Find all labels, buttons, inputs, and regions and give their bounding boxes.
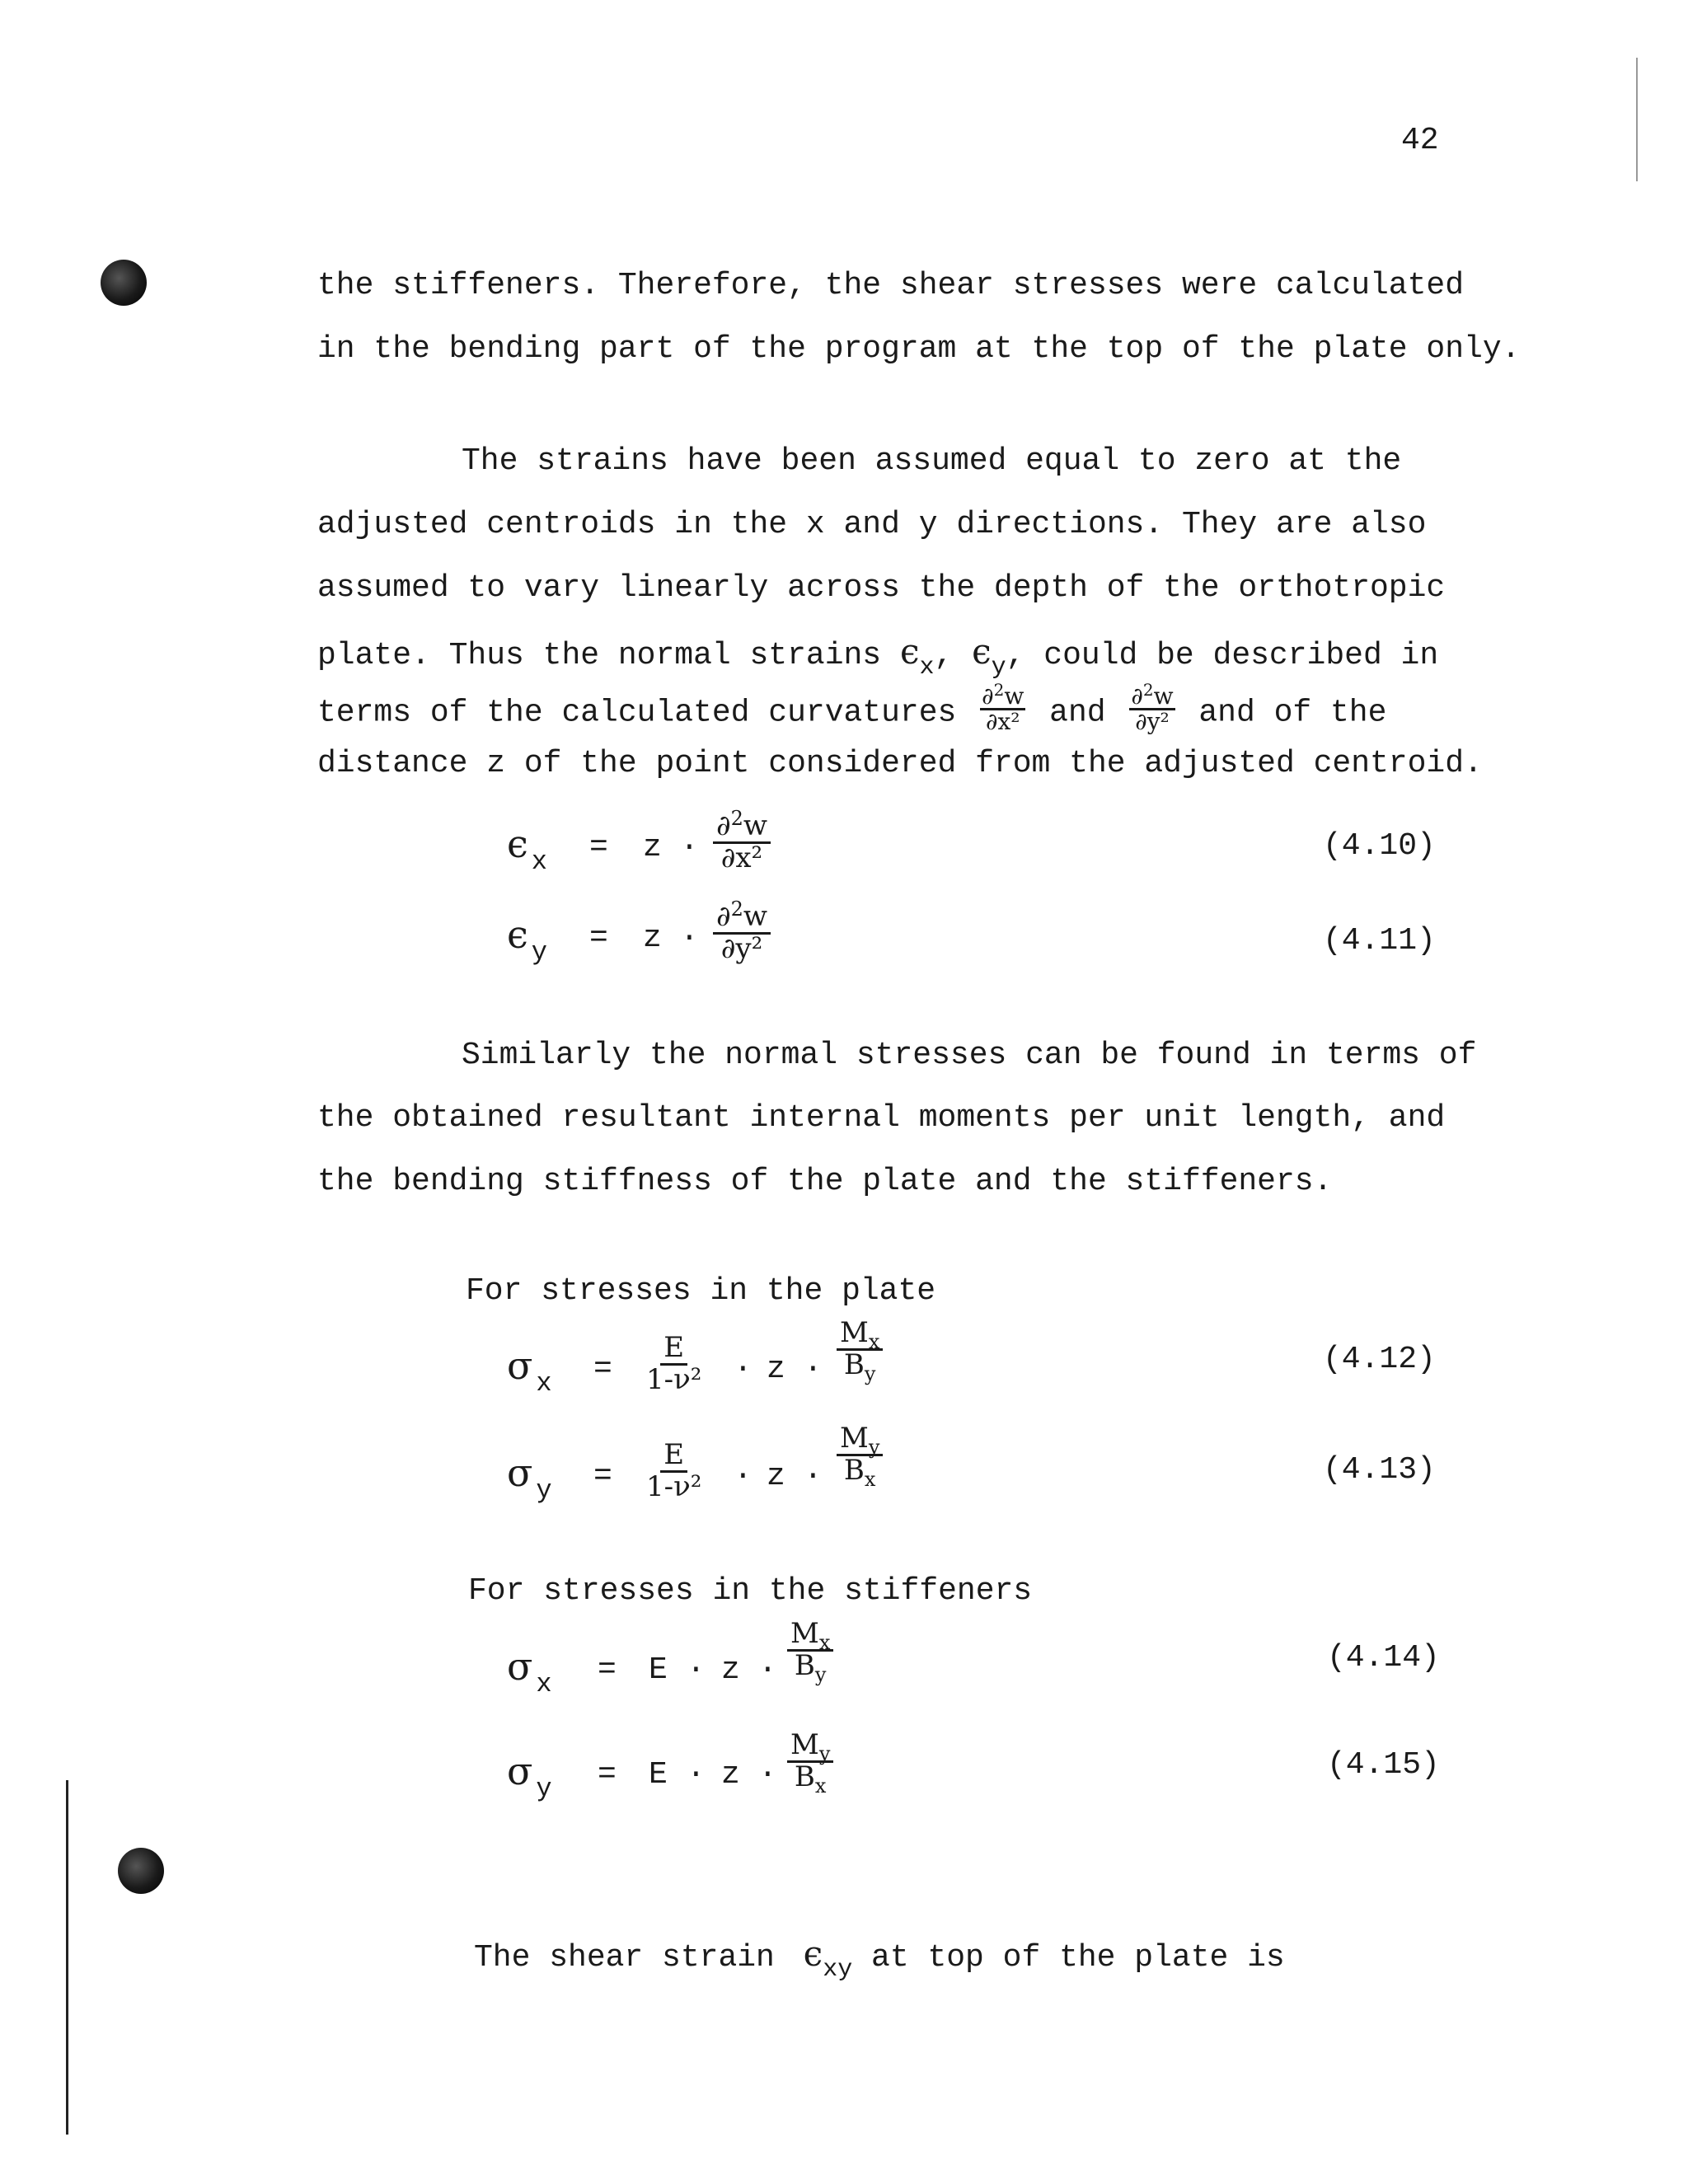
subscript-y: y [991, 654, 1006, 682]
equation-lhs: σ $_y$ [507, 1451, 552, 1506]
equation-4-12 [507, 1316, 1455, 1418]
variable-z: z [643, 830, 662, 865]
epsilon-symbol: ϵ [972, 631, 992, 672]
paragraph-2-line-5 [317, 680, 1387, 737]
paragraph-2-line-2: adjusted centroids in the x and y directions. They are also [317, 507, 1427, 542]
comma: , [1006, 638, 1025, 673]
punch-hole-top [101, 260, 147, 306]
equation-number-4-13: (4.13) [1323, 1452, 1436, 1488]
equals-sign: = [598, 1757, 617, 1793]
equation-number-4-11: (4.11) [1323, 923, 1436, 958]
paragraph-2-line-4-text-b: could be described in [1043, 638, 1439, 673]
equation-lhs: σ $_y$ [507, 1749, 552, 1804]
epsilon-symbol: ϵ [803, 1933, 823, 1974]
stiffener-stresses-heading: For stresses in the stiffeners [468, 1573, 1033, 1609]
subscript-x: x [919, 654, 935, 682]
comma: , [934, 638, 954, 673]
equation-number-4-14: (4.14) [1327, 1640, 1440, 1675]
fraction-denominator: ∂y² [1135, 708, 1170, 735]
paragraph-3-line-2: the obtained resultant internal moments per unit length, and [317, 1100, 1446, 1136]
constant-E: E [649, 1757, 668, 1793]
paragraph-2-line-5-and: and [1049, 695, 1106, 731]
paragraph-1-line-2: in the bending part of the program at the top of the plate only. [317, 331, 1521, 367]
variable-z: z [643, 921, 662, 956]
paragraph-2-line-4-text-a: plate. Thus the normal strains [317, 638, 882, 673]
paragraph-1-line-1: the stiffeners. Therefore, the shear stresses were calculated [317, 268, 1465, 303]
paragraph-2-line-6: distance z of the point considered from the adjusted centroid. [317, 746, 1483, 781]
multiply-dot: · [687, 1757, 706, 1793]
shear-strain-text-a: The shear strain [474, 1940, 775, 1975]
fraction-denominator: ∂x² [985, 708, 1020, 735]
equation-4-10 [507, 807, 1455, 902]
multiply-dot: · [734, 1352, 753, 1387]
paragraph-2-line-5-text-a: terms of the calculated curvatures [317, 695, 957, 731]
variable-z: z [767, 1352, 785, 1387]
fraction-d2w-dy2: $\frac{\partial^2w}{\text{∂y²}}$ [713, 902, 771, 963]
shear-strain-text-b: at top of the plate is [871, 1940, 1285, 1975]
multiply-dot: · [758, 1652, 777, 1688]
paragraph-2-line-5-text-b: and of the [1198, 695, 1387, 731]
fraction-numerator: ∂$^2$w [982, 680, 1025, 710]
paragraph-3-line-1: Similarly the normal stresses can be found in terms of [462, 1038, 1477, 1073]
punch-hole-bottom [118, 1848, 164, 1894]
equation-4-13 [507, 1424, 1455, 1523]
equation-4-14 [507, 1619, 1455, 1718]
page-number: 42 [1401, 123, 1439, 158]
variable-z: z [721, 1652, 740, 1688]
fraction-E-over-1-nu2: $\frac{E}{\text{1-ν²}}$ [646, 1331, 702, 1396]
equation-lhs: σ $_x$ [507, 1343, 552, 1399]
edge-line-bottom-left [66, 1780, 68, 2135]
paragraph-2-line-1: The strains have been assumed equal to zero at the [462, 443, 1402, 479]
fraction-numerator: ∂$^2$w [1131, 680, 1174, 710]
equation-4-11 [507, 898, 1455, 993]
equation-lhs: ϵ $_x$ [507, 822, 547, 877]
equation-4-15 [507, 1728, 1455, 1830]
multiply-dot: · [687, 1652, 706, 1688]
equals-sign: = [593, 1352, 612, 1387]
multiply-dot: · [758, 1757, 777, 1793]
equals-sign: = [589, 830, 608, 865]
inline-fraction-d2w-dy2 [1129, 680, 1175, 735]
fraction-d2w-dx2: $\frac{\partial^2w}{\text{∂x²}}$ [713, 812, 771, 873]
paragraph-2-line-3: assumed to vary linearly across the depth of the orthotropic [317, 570, 1446, 606]
multiply-dot: · [804, 1352, 823, 1387]
subscript-xy: xy [823, 1956, 853, 1984]
constant-E: E [649, 1652, 668, 1688]
shear-strain-line [474, 1933, 1285, 1984]
plate-stresses-heading: For stresses in the plate [466, 1273, 936, 1309]
epsilon-symbol: ϵ [899, 631, 920, 672]
fraction-E-over-1-nu2: $\frac{E}{\text{1-ν²}}$ [646, 1438, 702, 1503]
fraction-Mx-over-By: $\frac{M_x}{B_y}$ [787, 1619, 833, 1680]
equation-lhs: σ $_x$ [507, 1644, 552, 1699]
fraction-My-over-Bx: $\frac{M_y}{B_x}$ [837, 1424, 883, 1485]
edge-line-top-right [1636, 58, 1638, 181]
equation-number-4-10: (4.10) [1323, 828, 1436, 864]
equals-sign: = [593, 1459, 612, 1494]
equals-sign: = [598, 1652, 617, 1688]
paragraph-2-line-4 [317, 631, 1439, 682]
equals-sign: = [589, 921, 608, 956]
fraction-My-over-Bx: $\frac{M_y}{B_x}$ [787, 1731, 833, 1792]
equation-number-4-15: (4.15) [1327, 1747, 1440, 1783]
variable-z: z [721, 1757, 740, 1793]
variable-z: z [767, 1459, 785, 1494]
multiply-dot: · [680, 830, 699, 865]
multiply-dot: · [680, 921, 699, 956]
inline-fraction-d2w-dx2 [980, 680, 1025, 735]
equation-lhs: ϵ $_y$ [507, 912, 547, 968]
multiply-dot: · [734, 1459, 753, 1494]
fraction-Mx-over-By: $\frac{M_x}{B_y}$ [837, 1319, 883, 1380]
multiply-dot: · [804, 1459, 823, 1494]
equation-number-4-12: (4.12) [1323, 1342, 1436, 1377]
paragraph-3-line-3: the bending stiffness of the plate and the stiffeners. [317, 1164, 1333, 1199]
